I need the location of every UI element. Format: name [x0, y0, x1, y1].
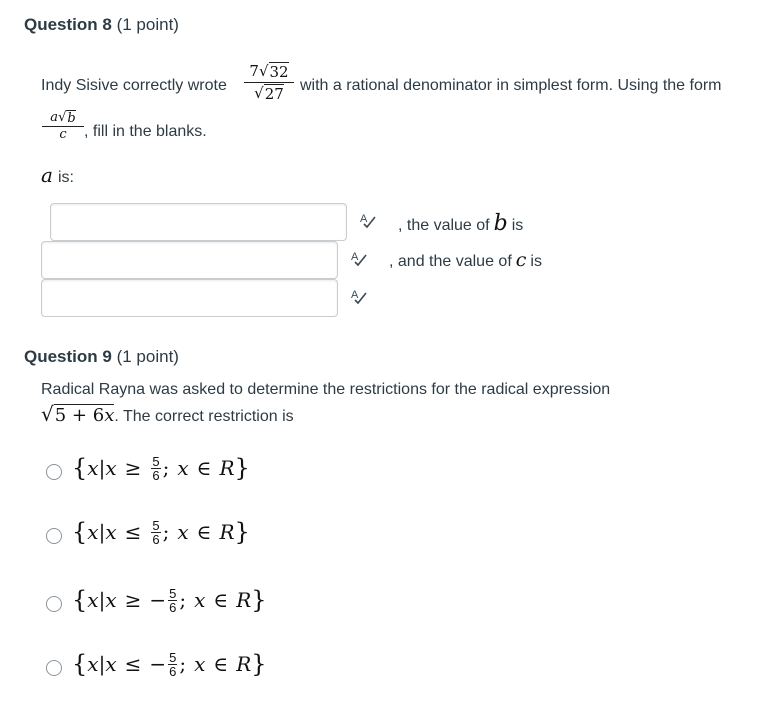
var-x: x	[105, 520, 117, 544]
semicolon: ;	[162, 520, 170, 544]
var-x: x	[177, 456, 189, 480]
set-r: R	[219, 520, 235, 544]
answer-c-input[interactable]	[41, 279, 338, 317]
sqrt-sign: √	[254, 84, 264, 102]
spell-check-icon[interactable]	[350, 249, 368, 267]
such-that-bar: |	[98, 652, 106, 676]
q8-fraction	[244, 62, 294, 103]
q8-frac-coef: 7	[249, 62, 259, 80]
q8-c-label	[389, 249, 542, 271]
option-radio-1[interactable]	[46, 464, 62, 480]
fraction	[168, 651, 177, 678]
form-b: b	[67, 111, 76, 126]
option-label-3[interactable]	[72, 586, 267, 614]
a-is-text: is:	[57, 169, 74, 186]
var-x: x	[105, 588, 117, 612]
close-brace: }	[234, 454, 250, 482]
q8-frac-num-radicand: 32	[269, 63, 289, 81]
relation-symbol: ≤	[124, 520, 142, 544]
q9-prompt-line1: Radical Rayna was asked to determine the restrictions for the radical expression	[41, 381, 611, 398]
element-of-symbol: ∈	[213, 588, 229, 612]
var-x: x	[87, 456, 99, 480]
answer-b-input[interactable]	[41, 241, 338, 279]
semicolon: ;	[162, 456, 170, 480]
var-x: x	[87, 652, 99, 676]
q9-prompt-line2	[41, 402, 294, 426]
sqrt-sign: √	[58, 110, 67, 125]
svg-text:A: A	[360, 213, 368, 225]
option-label-4[interactable]	[72, 650, 267, 678]
question-9-points: (1 point)	[116, 347, 179, 366]
q8-frac-den-radicand: 27	[264, 85, 284, 103]
var-x: x	[194, 652, 206, 676]
option-radio-3[interactable]	[46, 596, 62, 612]
q9-radicand: 5 + 6	[54, 405, 105, 426]
question-8-label: Question 8	[24, 15, 112, 34]
option-radio-4[interactable]	[46, 660, 62, 676]
is-text-1: is	[511, 217, 524, 234]
q8-b-label	[398, 211, 523, 236]
close-brace: }	[251, 586, 267, 614]
var-x: x	[194, 588, 206, 612]
sqrt-sign: √	[41, 402, 54, 426]
var-a: a	[41, 163, 53, 187]
q8-intro-text: Indy Sisive correctly wrote	[41, 77, 227, 94]
fraction	[151, 455, 160, 482]
q8-after-fraction: with a rational denominator in simplest form. Using the form	[300, 77, 722, 94]
q8-form-fraction	[42, 110, 84, 142]
fraction-denominator: 6	[152, 531, 160, 547]
open-brace: {	[72, 650, 88, 678]
question-8-points: (1 point)	[116, 15, 179, 34]
such-that-bar: |	[98, 520, 106, 544]
var-x: x	[87, 520, 99, 544]
fraction-numerator: 5	[169, 585, 177, 601]
question-9-title	[24, 347, 179, 367]
sqrt-sign: √	[258, 62, 269, 80]
such-that-bar: |	[98, 588, 106, 612]
such-that-bar: |	[98, 456, 106, 480]
relation-symbol: ≤	[124, 652, 142, 676]
q8-a-label	[41, 163, 74, 187]
semicolon: ;	[179, 588, 187, 612]
minus-sign: −	[149, 652, 167, 676]
option-label-2[interactable]	[72, 518, 250, 546]
spell-check-icon[interactable]	[350, 287, 368, 305]
var-x: x	[105, 456, 117, 480]
element-of-symbol: ∈	[196, 456, 212, 480]
relation-symbol: ≥	[124, 456, 142, 480]
q8-fill-text: , fill in the blanks.	[84, 123, 207, 140]
open-brace: {	[72, 586, 88, 614]
fraction-denominator: 6	[152, 467, 160, 483]
close-brace: }	[234, 518, 250, 546]
answer-a-input[interactable]	[50, 203, 347, 241]
question-9-label: Question 9	[24, 347, 112, 366]
value-of-text-2: , and the value of	[389, 253, 512, 270]
var-x: x	[177, 520, 189, 544]
value-of-text-1: , the value of	[398, 217, 490, 234]
fraction-denominator: 6	[169, 599, 177, 615]
question-8-title	[24, 15, 179, 35]
form-a: a	[50, 110, 59, 125]
relation-symbol: ≥	[124, 588, 142, 612]
element-of-symbol: ∈	[213, 652, 229, 676]
svg-text:A: A	[351, 251, 359, 263]
var-c: c	[515, 249, 527, 271]
fraction-numerator: 5	[169, 649, 177, 665]
close-brace: }	[251, 650, 267, 678]
var-x: x	[87, 588, 99, 612]
semicolon: ;	[179, 652, 187, 676]
minus-sign: −	[149, 588, 167, 612]
svg-text:A: A	[351, 289, 359, 301]
element-of-symbol: ∈	[196, 520, 212, 544]
fraction-numerator: 5	[152, 517, 160, 533]
option-radio-2[interactable]	[46, 528, 62, 544]
fraction	[151, 519, 160, 546]
open-brace: {	[72, 454, 88, 482]
var-x: x	[105, 652, 117, 676]
spell-check-icon[interactable]	[359, 211, 377, 229]
q9-radicand-var: x	[104, 405, 115, 426]
var-b: b	[493, 211, 508, 236]
open-brace: {	[72, 518, 88, 546]
is-text-2: is	[530, 253, 542, 270]
set-r: R	[236, 652, 252, 676]
set-r: R	[219, 456, 235, 480]
option-label-1[interactable]	[72, 454, 250, 482]
fraction	[168, 587, 177, 614]
fraction-numerator: 5	[152, 453, 160, 469]
form-c: c	[59, 127, 67, 142]
set-r: R	[236, 588, 252, 612]
fraction-denominator: 6	[169, 663, 177, 679]
q9-prompt-after: . The correct restriction is	[114, 408, 294, 425]
